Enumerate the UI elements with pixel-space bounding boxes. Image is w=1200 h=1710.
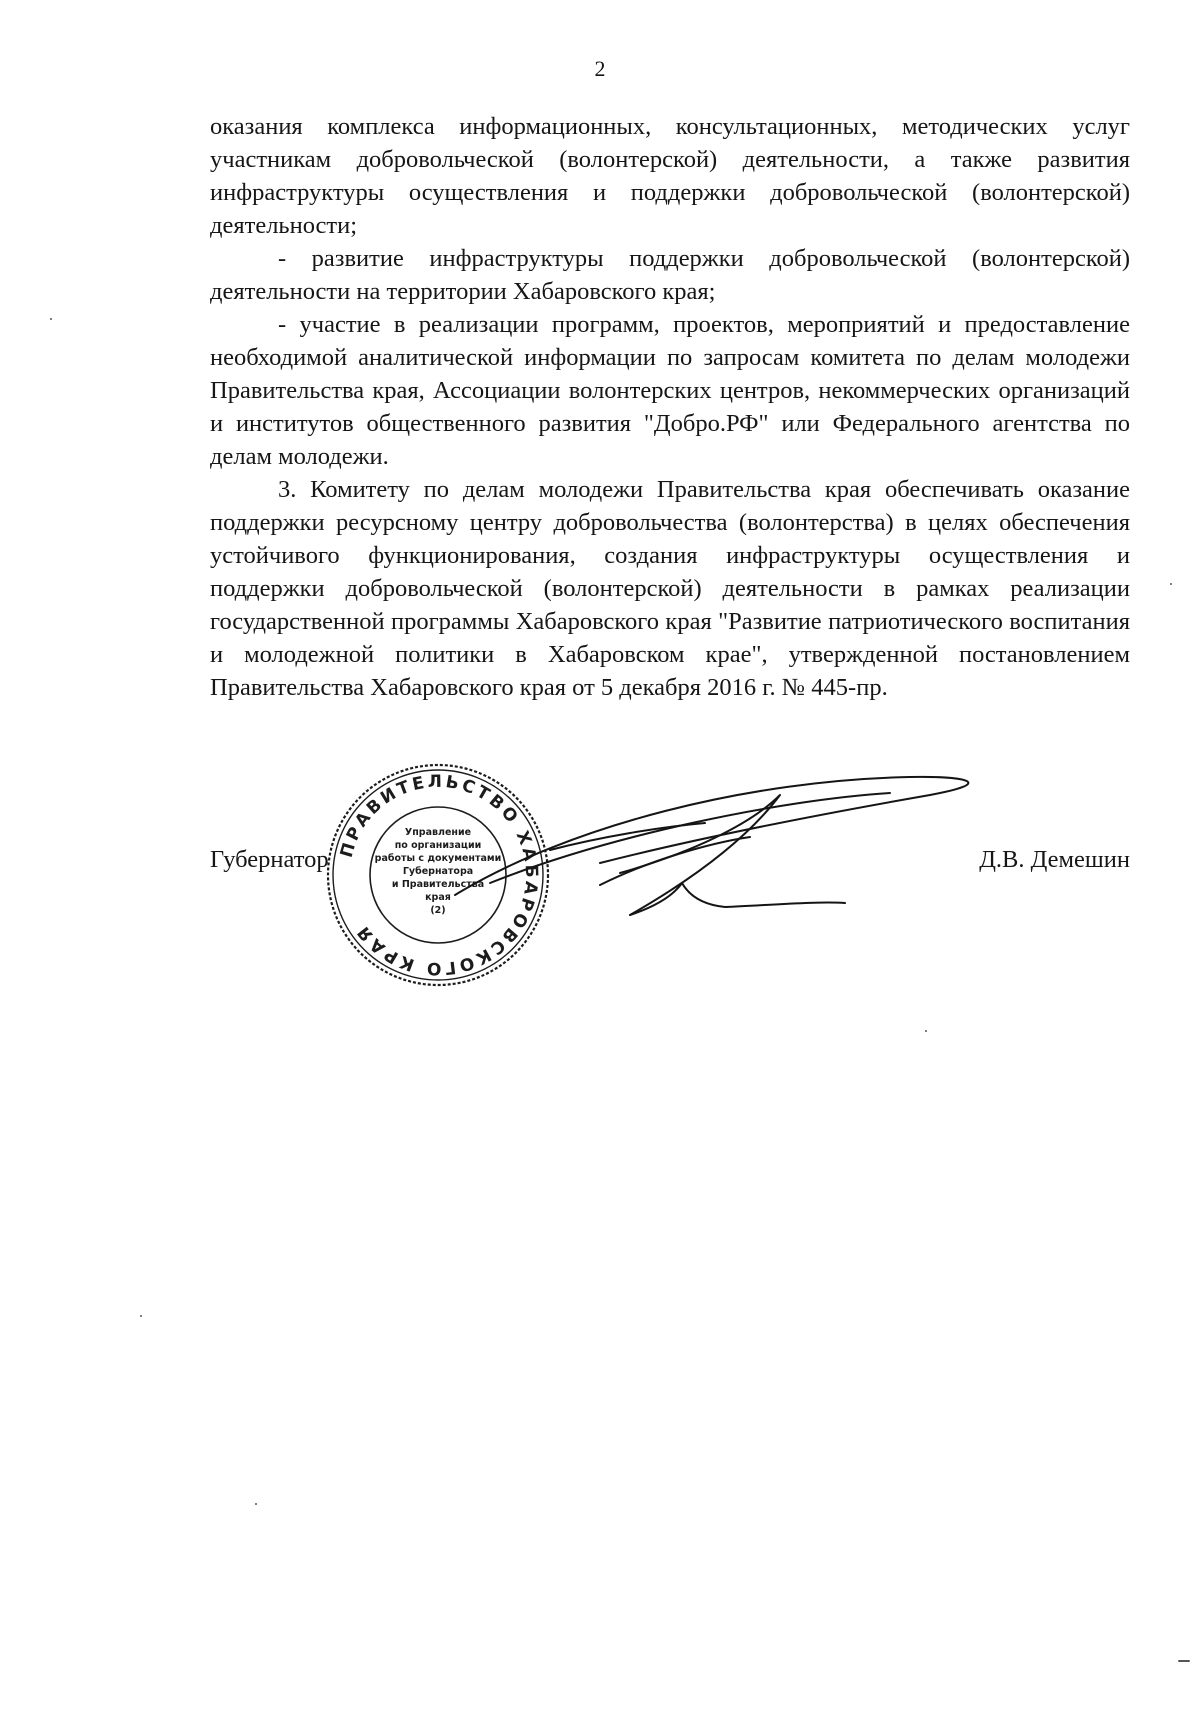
seal-line-5: и Правительства (391, 879, 485, 890)
signer-name: Д.В. Демешин (979, 846, 1130, 873)
paragraph-4: 3. Комитету по делам молодежи Правительства края обеспечивать оказание поддержки ресурсному центру добровольчества (волонтерства) в целях обеспечения устойчивого функционирования, создания инфраструктуры осуществления и поддержки добровольческой (волонтерской) деятельности в рамках реализации государственной программы Хабаровского края "Развитие патриотического воспитания и молодежной политики в Хабаровском крае", утвержденной постановлением Правительства Хабаровского края от 5 декабря 2016 г. № 445-пр. (210, 476, 1130, 701)
scan-speck (1178, 1660, 1190, 1662)
signer-title: Губернатор (210, 846, 329, 873)
scan-speck (1170, 583, 1172, 585)
seal-line-2: по организации (394, 840, 482, 851)
seal-line-3: работы с документами (374, 853, 502, 864)
scan-speck (925, 1030, 927, 1032)
seal-line-4: Губернатора (402, 866, 474, 877)
seal-line-7: (2) (430, 905, 446, 916)
scan-speck (50, 318, 52, 320)
paragraph-3: - участие в реализации программ, проектов, мероприятий и предоставление необходимой аналитической информации по запросам комитета по делам молодежи Правительства края, Ассоциации волонтерских центров, некоммерческих организаций и институтов общественного развития "Добро.РФ" или Федерального агентства по делам молодежи. (210, 311, 1130, 470)
seal-ring-text: ПРАВИТЕЛЬСТВО ХАБАРОВСКОГО КРАЯ (336, 771, 542, 979)
paragraph-1: оказания комплекса информационных, консультационных, методических услуг участникам добровольческой (волонтерской) деятельности, а также развития инфраструктуры осуществления и поддержки добровольческой (волонтерской) деятельности; (210, 113, 1130, 239)
page-number: 2 (594, 56, 606, 81)
seal-line-1: Управление (404, 827, 472, 838)
scan-speck (255, 1503, 257, 1505)
paragraph-2: - развитие инфраструктуры поддержки добровольческой (волонтерской) деятельности на территории Хабаровского края; (210, 245, 1130, 305)
handwritten-signature (450, 765, 1050, 935)
seal-line-6: края (425, 892, 451, 903)
document-body (210, 110, 1130, 704)
scan-speck (140, 1315, 142, 1317)
